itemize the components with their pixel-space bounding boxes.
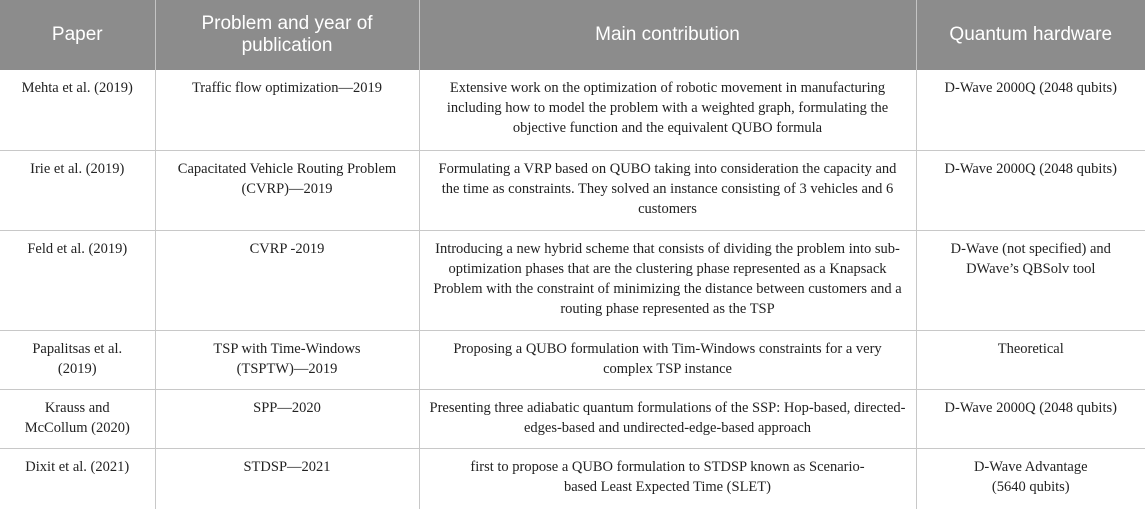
table-row bbox=[0, 150, 1145, 230]
cell-problem: Capacitated Vehicle Routing Problem (CVRP)—2019 bbox=[155, 150, 419, 230]
cell-paper: Irie et al. (2019) bbox=[0, 150, 155, 230]
header-problem-label: Problem and year of publication bbox=[201, 13, 373, 56]
cell-hardware-text: D-Wave (not specified) and DWave’s QBSolv tool bbox=[950, 240, 1111, 277]
table-row bbox=[0, 389, 1145, 448]
cell-problem: SPP—2020 bbox=[155, 389, 419, 448]
table-row bbox=[0, 330, 1145, 389]
cell-paper bbox=[0, 389, 155, 448]
cell-hardware: D-Wave 2000Q (2048 qubits) bbox=[916, 389, 1145, 448]
table-body bbox=[0, 70, 1145, 509]
table-row bbox=[0, 230, 1145, 330]
cell-contribution: Presenting three adiabatic quantum formulations of the SSP: Hop-based, directed-edges-based and undirected-edge-based approach bbox=[419, 389, 916, 448]
header-hardware: Quantum hardware bbox=[916, 0, 1145, 70]
cell-paper: Mehta et al. (2019) bbox=[0, 70, 155, 150]
cell-hardware-text: D-Wave Advantage (5640 qubits) bbox=[973, 458, 1088, 495]
cell-problem: CVRP -2019 bbox=[155, 230, 419, 330]
cell-paper: Feld et al. (2019) bbox=[0, 230, 155, 330]
table-header bbox=[0, 0, 1145, 70]
header-row bbox=[0, 0, 1145, 70]
header-paper: Paper bbox=[0, 0, 155, 70]
table-row bbox=[0, 70, 1145, 150]
cell-contribution bbox=[419, 448, 916, 509]
header-contribution: Main contribution bbox=[419, 0, 916, 70]
cell-problem bbox=[155, 330, 419, 389]
cell-hardware bbox=[916, 230, 1145, 330]
cell-paper bbox=[0, 330, 155, 389]
cell-paper-text: Krauss and McCollum (2020) bbox=[24, 399, 130, 436]
cell-hardware: D-Wave 2000Q (2048 qubits) bbox=[916, 70, 1145, 150]
cell-paper-text: Papalitsas et al. (2019) bbox=[32, 340, 123, 377]
cell-contribution: Formulating a VRP based on QUBO taking into consideration the capacity and the time as constraints. They solved an instance consisting of 3 vehicles and 6 customers bbox=[419, 150, 916, 230]
cell-problem: STDSP—2021 bbox=[155, 448, 419, 509]
cell-paper: Dixit et al. (2021) bbox=[0, 448, 155, 509]
cell-problem-text: TSP with Time-Windows (TSPTW)—2019 bbox=[213, 340, 361, 377]
cell-hardware: Theoretical bbox=[916, 330, 1145, 389]
cell-contribution: Extensive work on the optimization of robotic movement in manufacturing including how to model the problem with a weighted graph, formulating the objective function and the equivalent QUBO formula bbox=[419, 70, 916, 150]
cell-hardware bbox=[916, 448, 1145, 509]
table-row bbox=[0, 448, 1145, 509]
header-problem bbox=[155, 0, 419, 70]
cell-hardware: D-Wave 2000Q (2048 qubits) bbox=[916, 150, 1145, 230]
cell-problem: Traffic flow optimization—2019 bbox=[155, 70, 419, 150]
cell-contribution: Introducing a new hybrid scheme that consists of dividing the problem into sub-optimization phases that are the clustering phase represented as a Knapsack Problem with the constraint of minimizing the distance between customers and a routing phase represented as the TSP bbox=[419, 230, 916, 330]
cell-contribution: Proposing a QUBO formulation with Tim-Windows constraints for a very complex TSP instance bbox=[419, 330, 916, 389]
cell-contribution-text: first to propose a QUBO formulation to STDSP known as Scenario-based Least Expected Time (SLET) bbox=[470, 458, 865, 495]
